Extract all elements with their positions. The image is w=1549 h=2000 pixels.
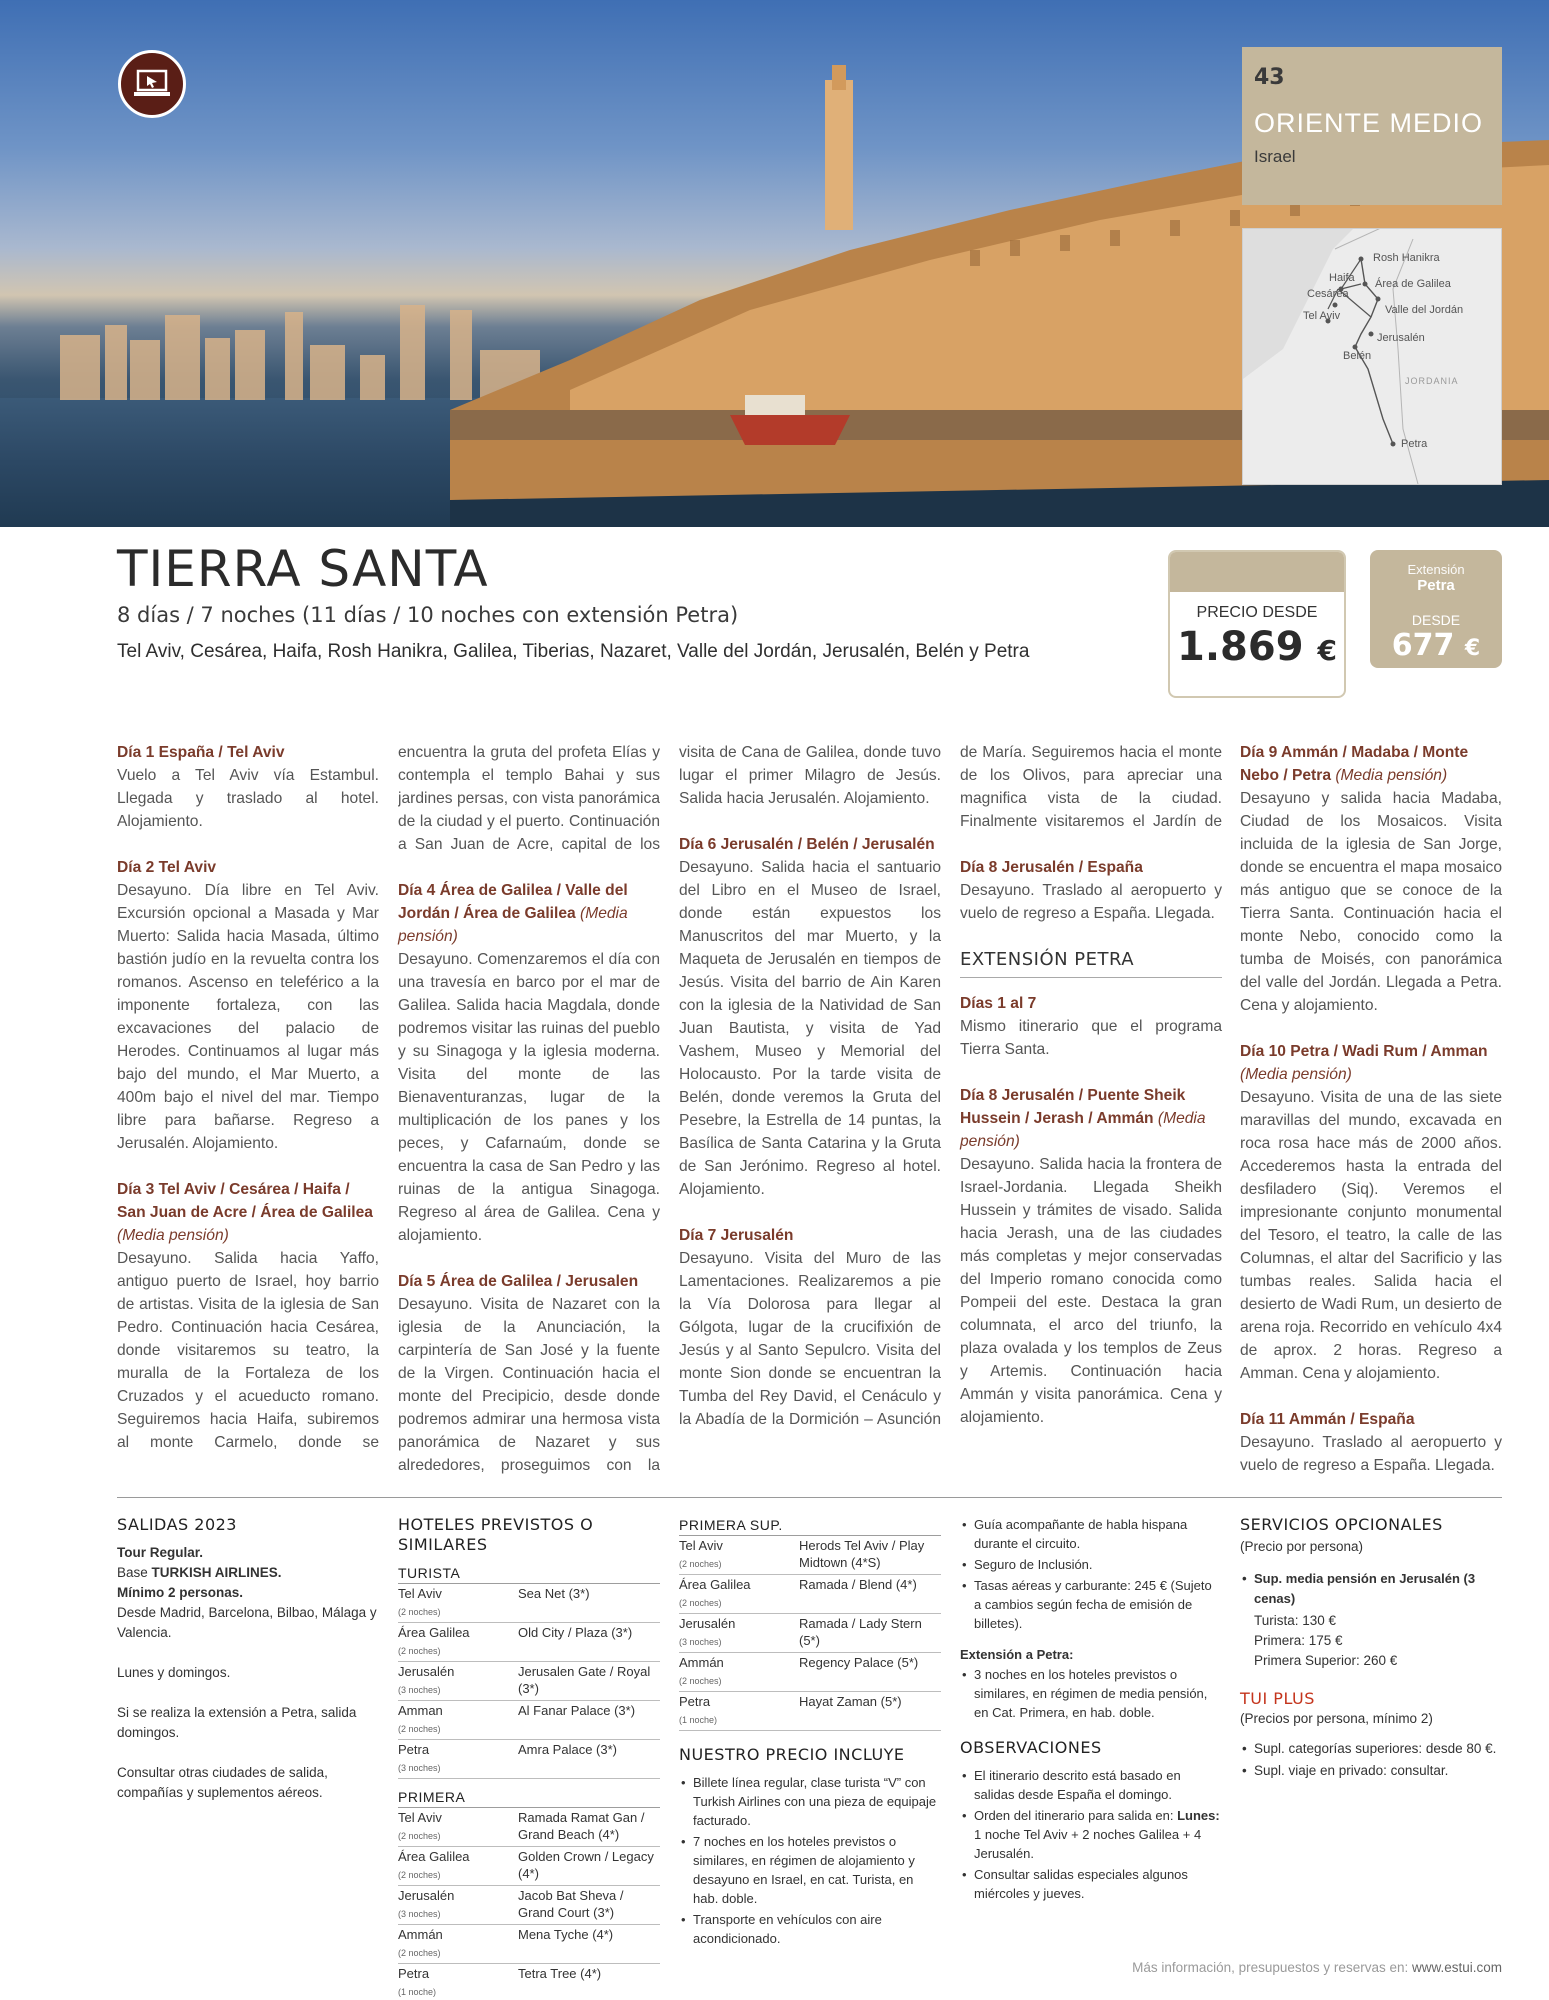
day-title: Día 5 Área de Galilea / Jerusalen [398, 1273, 639, 1290]
hotel-name: Ramada Ramat Gan / Grand Beach (4*) [518, 1808, 660, 1847]
hotel-name: Ramada / Blend (4*) [799, 1575, 941, 1614]
salidas-title: SALIDAS 2023 [117, 1515, 237, 1534]
list-item: • Sup. media pensión en Jerusalén (3 cenas) [1240, 1569, 1502, 1609]
opcionales-section [1240, 1515, 1502, 1783]
salidas-line: Lunes y domingos. [117, 1665, 231, 1680]
day-5-continued: visita de Cana de Galilea, donde tuvo lugar el primer Milagro de Jesús. Salida hacia Jerusalén. Alojamiento. [679, 744, 941, 807]
extension-label: Extensión [1407, 562, 1465, 577]
list-item: • Orden del itinerario para salida en: Lunes: 1 noche Tel Aviv + 2 noches Galilea + 4 Jerusalén. [960, 1806, 1222, 1863]
map-label-tel-aviv: Tel Aviv [1303, 310, 1341, 322]
day-text: Desayuno. Visita de Nazaret con la iglesia de la Anunciación, la carpintería de San José y la fuente de la Virgen. Continuación hacia el monte del Precipicio, desde donde podremos admirar una hermosa vista panorámica de Nazaret y sus alrededores, proseguimos con la [398, 1296, 660, 1474]
hotel-name: Regency Palace (5*) [799, 1653, 941, 1692]
hotel-name: Ramada / Lady Stern (5*) [799, 1614, 941, 1653]
tui-plus-subtitle: (Precios por persona, mínimo 2) [1240, 1711, 1433, 1726]
incluye-title: NUESTRO PRECIO INCLUYE [679, 1745, 905, 1764]
hotel-name: Jacob Bat Sheva / Grand Court (3*) [518, 1886, 660, 1925]
day-title: Día 4 Área de Galilea / Valle del Jordán / Área de Galilea (Media pensión) [398, 882, 628, 945]
section-divider [117, 1497, 1502, 1498]
hotel-nights: (2 noches) [398, 1607, 441, 1617]
hotel-city: Ammán [679, 1655, 724, 1670]
day-text: Desayuno. Traslado al aeropuerto y vuelo de regreso a España. Llegada. [960, 882, 1222, 922]
hotel-table-primera [398, 1808, 660, 2000]
hotel-nights: (2 noches) [679, 1676, 722, 1686]
hotel-row [679, 1536, 941, 1575]
hotel-nights: (2 noches) [679, 1559, 722, 1569]
extension-desde: DESDE [1411, 612, 1461, 628]
hoteles-section [398, 1515, 660, 2000]
hotel-nights: (1 noche) [679, 1715, 718, 1725]
hotel-nights: (2 noches) [398, 1724, 441, 1734]
price-box [1168, 550, 1346, 698]
hero-image [0, 0, 1549, 527]
category-primera-sup: PRIMERA SUP. [679, 1515, 941, 1536]
hotel-name: Amra Palace (3*) [518, 1740, 660, 1779]
opcionales-subtitle: (Precio por persona) [1240, 1539, 1364, 1554]
salidas-line: Consultar otras ciudades de salida, compañías y suplementos aéreos. [117, 1765, 328, 1800]
category-turista: TURISTA [398, 1563, 660, 1584]
list-item: • Supl. categorías superiores: desde 80 €. [1240, 1739, 1502, 1759]
hotel-city: Amman [398, 1703, 443, 1718]
day-title: Día 3 Tel Aviv / Cesárea / Haifa / San Juan de Acre / Área de Galilea (Media pensión) [117, 1181, 373, 1244]
day-text: Desayuno y salida hacia Madaba, Ciudad de los Mosaicos. Visita incluida de la iglesia de San Jorge, donde se encuentra el mapa mosaico más antiguo que se conoce de la Tierra Santa. Continuación hacia el monte Nebo, conocido como la tumba de Moisés, con panorámica del valle del Jordán. Llegada a Petra. Cena y alojamiento. [1240, 790, 1502, 1014]
day-5 [398, 1270, 660, 1477]
region-box [1242, 47, 1502, 205]
hotel-city: Área Galilea [398, 1849, 470, 1864]
opcionales-title: SERVICIOS OPCIONALES [1240, 1515, 1443, 1534]
hotel-row [398, 1925, 660, 1964]
day-text: Desayuno. Salida hacia Yaffo, antiguo puerto de Israel, hoy barrio de artistas. Visita de la iglesia de San Pedro. Continuación hacia Cesárea, donde visitaremos su teatro, la muralla de la Fortaleza de los Cruzados y el acueducto romano. Seguiremos hacia Haifa, subiremos al monte Carmelo, donde se [117, 1250, 379, 1451]
day-text: Desayuno. Salida hacia la frontera de Israel-Jordania. Llegada Sheikh Hussein y trámites de visado. Salida hacia Jerash, una de las ciudades más completas y mejor conservadas del Imperio romano conocida como Pompeii del este. Destaca la gran columnata, el arco del triunfo, la plaza ovalada y los templos de Zeus y Artemis. Continuación hacia Ammán y visita panorámica. Cena y alojamiento. [960, 1156, 1222, 1426]
ext-days-1-7 [960, 992, 1222, 1061]
hotel-nights: (2 noches) [398, 1831, 441, 1841]
hotel-name: Tetra Tree (4*) [518, 1964, 660, 2000]
map-label-galilea: Área de Galilea [1375, 278, 1451, 290]
itinerary-column-4 [960, 741, 1222, 1452]
extension-incluye-title: Extensión a Petra: [960, 1647, 1074, 1662]
trip-route: Tel Aviv, Cesárea, Haifa, Rosh Hanikra, Galilea, Tiberias, Nazaret, Valle del Jordán, Jerusalén, Belén y Petra [117, 641, 1030, 662]
day-title: Día 2 Tel Aviv [117, 859, 217, 876]
extension-price-box [1370, 550, 1502, 668]
observaciones-title: OBSERVACIONES [960, 1738, 1102, 1757]
day-title: Día 1 España / Tel Aviv [117, 744, 285, 761]
ext-day-8 [960, 1084, 1222, 1429]
hotel-row [398, 1808, 660, 1847]
day-4 [398, 879, 660, 1247]
day-title: Día 6 Jerusalén / Belén / Jerusalén [679, 836, 935, 853]
list-item: • Guía acompañante de habla hispana durante el circuito. [960, 1515, 1222, 1553]
laptop-icon [118, 50, 186, 118]
map-label-jordania: JORDANIA [1405, 376, 1459, 386]
list-item: • Seguro de Inclusión. [960, 1555, 1222, 1574]
hotel-city: Tel Aviv [398, 1810, 442, 1825]
tui-plus-list [1240, 1739, 1502, 1781]
opcionales-list [1240, 1569, 1502, 1609]
map-label-valle-jordan: Valle del Jordán [1385, 304, 1464, 316]
day-2 [117, 856, 379, 1155]
hotel-row [398, 1701, 660, 1740]
hotel-city: Área Galilea [398, 1625, 470, 1640]
list-item: • Tasas aéreas y carburante: 245 € (Sujeto a cambios según fecha de emisión de billetes). [960, 1576, 1222, 1633]
hotel-city: Petra [398, 1966, 430, 1981]
hotel-city: Petra [398, 1742, 430, 1757]
map-label-rosh-hanikra: Rosh Hanikra [1373, 252, 1440, 264]
hotel-city: Ammán [398, 1927, 443, 1942]
day-text: Desayuno. Visita del Muro de las Lamentaciones. Realizaremos a pie la Vía Dolorosa para llegar al Gólgota, lugar de la crucifixión de Jesús y al Santo Sepulcro. Visita del monte Sion donde se encuentran la Tumba del Rey David, el Cenáculo y la Abadía de la Dormición – Asunción [679, 1250, 941, 1428]
day-title: Día 9 Ammán / Madaba / Monte Nebo / Petra (Media pensión) [1240, 744, 1469, 784]
extension-petra-title: EXTENSIÓN PETRA [960, 948, 1222, 978]
hotel-city: Área Galilea [679, 1577, 751, 1592]
list-item: • El itinerario descrito está basado en salidas desde España el domingo. [960, 1766, 1222, 1804]
footer: Más información, presupuestos y reservas en: www.estui.com [1132, 1960, 1502, 1975]
incluye-list [679, 1773, 941, 1948]
footer-link[interactable]: www.estui.com [1411, 1960, 1502, 1975]
salidas-line: Mínimo 2 personas. [117, 1585, 244, 1600]
hotel-nights: (2 noches) [398, 1646, 441, 1656]
day-3-continued: encuentra la gruta del profeta Elías y contempla el templo Bahai y sus jardines persas, con vista panorámica de la ciudad y el puerto. Continuación a San Juan de Acre, capital de los [398, 744, 660, 853]
day-3 [117, 1178, 379, 1454]
hotel-city: Jerusalén [398, 1664, 455, 1679]
region-title: ORIENTE MEDIO [1254, 108, 1484, 138]
route-map [1242, 228, 1502, 485]
day-1 [117, 741, 379, 833]
day-title: Día 10 Petra / Wadi Rum / Amman (Media pensión) [1240, 1043, 1488, 1083]
day-7-continued: de María. Seguiremos hacia el monte de los Olivos, para apreciar una magnifica vista de la ciudad. Finalmente visitaremos el Jardín de [960, 744, 1222, 830]
list-item: • Consultar salidas especiales algunos miércoles y jueves. [960, 1865, 1222, 1903]
map-label-petra: Petra [1401, 438, 1428, 450]
salidas-line: Si se realiza la extensión a Petra, salida domingos. [117, 1705, 357, 1740]
day-text: Desayuno. Día libre en Tel Aviv. Excursión opcional a Masada y Mar Muerto: Salida hacia Masada, último bastión judío en la revuelta contra los romanos. Ascenso en teleférico a la imponente fortaleza, con las excavaciones del palacio de Herodes. Continuamos al lugar más bajo del mundo, el Mar Muerto, a 400m bajo el nivel del mar. Tiempo libre para bañarse. Regreso a Jerusalén. Alojamiento. [117, 882, 379, 1152]
day-text: Desayuno. Comenzaremos el día con una travesía en barco por el mar de Galilea. Salida hacia Magdala, donde podremos visitar las ruinas del pueblo y su Sinagoga y la iglesia moderna. Visita del monte de las Bienaventuranzas, lugar de la multiplicación de los panes y los peces, y Cafarnaúm, donde se encuentra la casa de San Pedro y las ruinas de la antigua Sinagoga. Regreso al área de Galilea. Cena y alojamiento. [398, 951, 660, 1244]
hotel-nights: (2 noches) [679, 1598, 722, 1608]
hotel-nights: (3 noches) [398, 1763, 441, 1773]
hotel-row [398, 1847, 660, 1886]
hotel-city: Petra [679, 1694, 711, 1709]
price-line: Primera Superior: 260 € [1254, 1653, 1398, 1668]
day-text: Desayuno. Traslado al aeropuerto y vuelo de regreso a España. Llegada. [1240, 1434, 1502, 1474]
list-item: • 3 noches en los hoteles previstos o similares, en régimen de media pensión, en Cat. Primera, en hab. doble. [960, 1665, 1222, 1722]
hotel-name: Jerusalen Gate / Royal (3*) [518, 1662, 660, 1701]
list-item: • Supl. viaje en privado: consultar. [1240, 1761, 1502, 1781]
itinerary-column-1 [117, 741, 379, 1477]
hotel-name: Al Fanar Palace (3*) [518, 1701, 660, 1740]
price-value: 1.869 € [1177, 624, 1337, 670]
hotel-name: Hayat Zaman (5*) [799, 1692, 941, 1731]
hotel-nights: (1 noche) [398, 1987, 437, 1997]
trip-title: TIERRA SANTA [117, 540, 489, 598]
map-label-belen: Belén [1343, 350, 1372, 362]
itinerary-column-5 [1240, 741, 1502, 1500]
salidas-line: Base TURKISH AIRLINES. [117, 1565, 282, 1580]
hotel-name: Old City / Plaza (3*) [518, 1623, 660, 1662]
map-label-cesarea: Cesárea [1307, 288, 1349, 300]
category-primera: PRIMERA [398, 1787, 660, 1808]
hotel-table-turista [398, 1584, 660, 1779]
day-7 [679, 1224, 941, 1431]
salidas-line: Tour Regular. [117, 1545, 204, 1560]
hotel-nights: (3 noches) [398, 1685, 441, 1695]
ext-day-11 [1240, 1408, 1502, 1477]
hoteles-title: HOTELES PREVISTOS O SIMILARES [398, 1515, 594, 1554]
itinerary-column-3 [679, 741, 941, 1454]
hotel-row [679, 1653, 941, 1692]
extension-name: Petra [1417, 577, 1455, 594]
list-item: • Transporte en vehículos con aire acondicionado. [679, 1910, 941, 1948]
hotel-name: Sea Net (3*) [518, 1584, 660, 1623]
day-title: Días 1 al 7 [960, 995, 1037, 1012]
hotel-city: Tel Aviv [679, 1538, 723, 1553]
country-label: Israel [1254, 147, 1296, 166]
itinerary-column-2 [398, 741, 660, 1500]
incluye-obs-section [960, 1515, 1222, 1905]
primera-sup-incluye-section [679, 1515, 941, 1950]
hotel-row [679, 1614, 941, 1653]
hotel-row [679, 1575, 941, 1614]
hotel-row [679, 1692, 941, 1731]
salidas-line: Desde Madrid, Barcelona, Bilbao, Málaga y Valencia. [117, 1605, 377, 1640]
list-item: • 7 noches en los hoteles previstos o similares, en régimen de alojamiento y desayuno en Israel, en cat. Turista, en hab. doble. [679, 1832, 941, 1908]
hotel-city: Jerusalén [398, 1888, 455, 1903]
ext-day-9 [1240, 741, 1502, 1017]
list-item: • Billete línea regular, clase turista “V” con Turkish Airlines con una pieza de equipaje facturado. [679, 1773, 941, 1830]
price-line: Primera: 175 € [1254, 1633, 1343, 1648]
hotel-nights: (2 noches) [398, 1948, 441, 1958]
salidas-section [117, 1515, 379, 1803]
ext-day-10 [1240, 1040, 1502, 1385]
incluye-list-continued [960, 1515, 1222, 1633]
hotel-row [398, 1662, 660, 1701]
extension-price-value: 677 € [1391, 628, 1481, 663]
hotel-city: Jerusalén [679, 1616, 736, 1631]
day-8 [960, 856, 1222, 925]
hotel-name: Herods Tel Aviv / Play Midtown (4*S) [799, 1536, 941, 1575]
hotel-nights: (3 noches) [679, 1637, 722, 1647]
price-label: PRECIO DESDE [1196, 604, 1318, 621]
extension-incluye-list [960, 1665, 1222, 1722]
day-text: Desayuno. Salida hacia el santuario del Libro en el Museo de Israel, donde están expuestos los Manuscritos del mar Muerto, y la Maqueta de Jerusalén en tiempos de Jesús. Visita del barrio de Ain Karen con la iglesia de la Natividad de San Juan Bautista, y visita de Yad Vashem, Museo y Memorial del Holocausto. Por la tarde visita de Belén, donde veremos la Gruta del Pesebre, la Estrella de 14 puntas, la Basílica de Santa Catarina y la Gruta de San Jerónimo. Regreso al hotel. Alojamiento. [679, 859, 941, 1198]
day-title: Día 8 Jerusalén / España [960, 859, 1143, 876]
day-title: Día 7 Jerusalén [679, 1227, 794, 1244]
hotel-row [398, 1623, 660, 1662]
day-6 [679, 833, 941, 1201]
hotel-row [398, 1740, 660, 1779]
hotel-name: Golden Crown / Legacy (4*) [518, 1847, 660, 1886]
hotel-table-primera-sup [679, 1536, 941, 1731]
day-title: Día 11 Ammán / España [1240, 1411, 1415, 1428]
trip-duration: 8 días / 7 noches (11 días / 10 noches con extensión Petra) [117, 603, 739, 627]
observaciones-list [960, 1766, 1222, 1903]
hotel-nights: (3 noches) [398, 1909, 441, 1919]
hotel-name: Mena Tyche (4*) [518, 1925, 660, 1964]
tui-plus-title: TUI PLUS [1240, 1689, 1315, 1708]
hotel-row [398, 1584, 660, 1623]
hotel-row [398, 1964, 660, 2000]
hotel-nights: (2 noches) [398, 1870, 441, 1880]
map-label-jerusalen: Jerusalén [1377, 332, 1425, 344]
day-text: Desayuno. Visita de una de las siete maravillas del mundo, excavada en roca rosa hace más de 2000 años. Accederemos hasta la entrada del desfiladero (Siq). Veremos el impresionante conjunto monumental del Tesoro, el teatro, la calle de las Columnas, el altar del Sacrificio y las tumbas reales. Salida hacia el desierto de Wadi Rum, un desierto de arena roja. Recorrido en vehículo 4x4 de aprox. 2 horas. Regreso a Amman. Cena y alojamiento. [1240, 1089, 1502, 1382]
hotel-city: Tel Aviv [398, 1586, 442, 1601]
page-number: 43 [1254, 65, 1285, 90]
price-line: Turista: 130 € [1254, 1613, 1337, 1628]
hotel-row [398, 1886, 660, 1925]
day-text: Vuelo a Tel Aviv vía Estambul. Llegada y traslado al hotel. Alojamiento. [117, 767, 379, 830]
day-text: Mismo itinerario que el programa Tierra Santa. [960, 1018, 1222, 1058]
map-label-haifa: Haifa [1329, 272, 1355, 284]
day-title: Día 8 Jerusalén / Puente Sheik Hussein / Jerash / Ammán (Media pensión) [960, 1087, 1206, 1150]
